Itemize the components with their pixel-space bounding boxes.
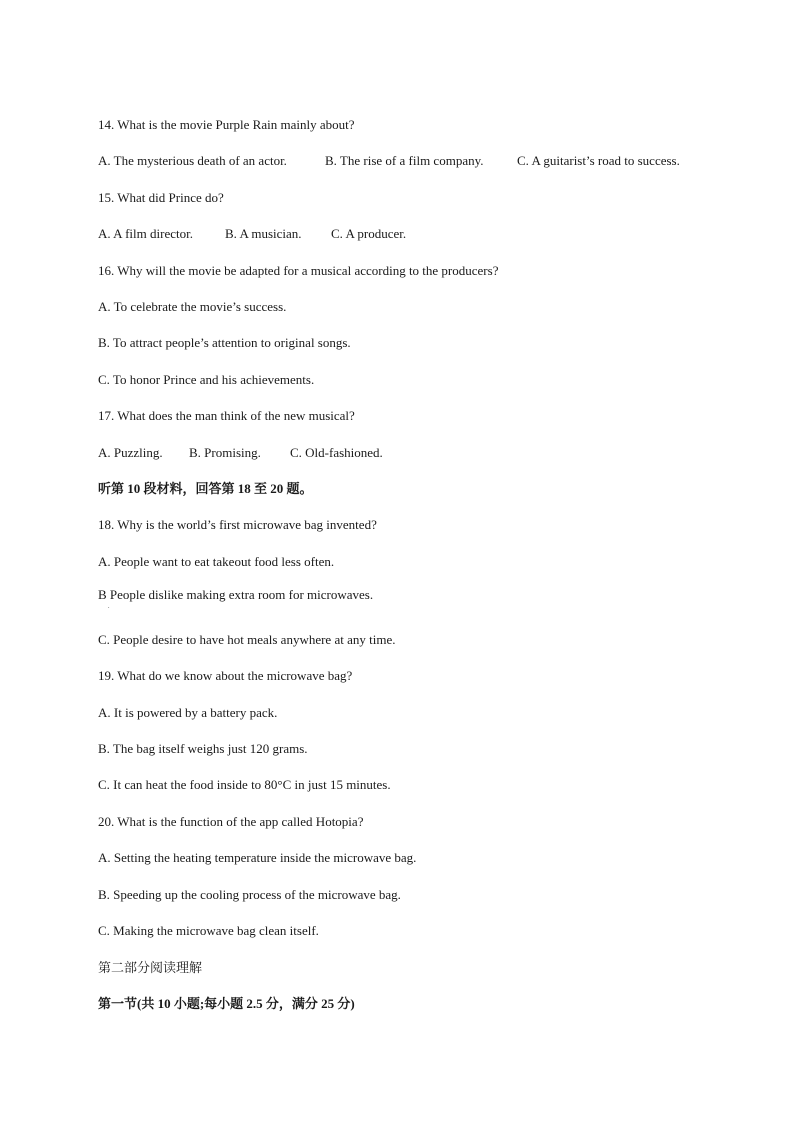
question-14-stem: 14. What is the movie Purple Rain mainly about? [98,117,355,132]
question-20-option-c: C. Making the microwave bag clean itself. [98,923,319,938]
stray-dot-mark: . [108,604,110,610]
question-19-option-a: A. It is powered by a battery pack. [98,705,278,720]
question-18-option-c: C. People desire to have hot meals anywhere at any time. [98,632,396,647]
question-18-option-a: A. People want to eat takeout food less often. [98,554,335,569]
question-16-option-a: A. To celebrate the movie’s success. [98,299,287,314]
question-20-option-a: A. Setting the heating temperature inside the microwave bag. [98,850,417,865]
part-2-title: 第二部分阅读理解 [98,960,203,975]
question-20-option-b: B. Speeding up the cooling process of the microwave bag. [98,887,401,902]
question-18-stem: 18. Why is the world’s first microwave bag invented? [98,517,377,532]
question-16-option-b: B. To attract people’s attention to original songs. [98,335,351,350]
question-16-option-c: C. To honor Prince and his achievements. [98,372,315,387]
question-19-option-b: B. The bag itself weighs just 120 grams. [98,741,308,756]
question-14-option-b: B. The rise of a film company. [325,153,484,168]
question-14-option-a: A. The mysterious death of an actor. [98,153,287,168]
question-19-stem: 19. What do we know about the microwave bag? [98,668,353,683]
question-18-option-b: B People dislike making extra room for microwaves. [98,587,374,602]
question-15-option-c: C. A producer. [331,226,407,241]
question-15-stem: 15. What did Prince do? [98,190,224,205]
question-20-stem: 20. What is the function of the app called Hotopia? [98,814,364,829]
question-19-option-c: C. It can heat the food inside to 80°C in just 15 minutes. [98,777,391,792]
part-2-section-1-heading: 第一节(共 10 小题;每小题 2.5 分，满分 25 分) [98,996,355,1011]
question-17-option-a: A. Puzzling. [98,445,163,460]
question-17-stem: 17. What does the man think of the new musical? [98,408,355,423]
question-15-option-b: B. A musician. [225,226,302,241]
section-10-instruction: 听第 10 段材料，回答第 18 至 20 题。 [98,481,313,496]
question-15-option-a: A. A film director. [98,226,193,241]
question-14-option-c: C. A guitarist’s road to success. [517,153,680,168]
question-17-option-c: C. Old-fashioned. [290,445,383,460]
question-17-option-b: B. Promising. [189,445,261,460]
question-16-stem: 16. Why will the movie be adapted for a musical according to the producers? [98,263,499,278]
